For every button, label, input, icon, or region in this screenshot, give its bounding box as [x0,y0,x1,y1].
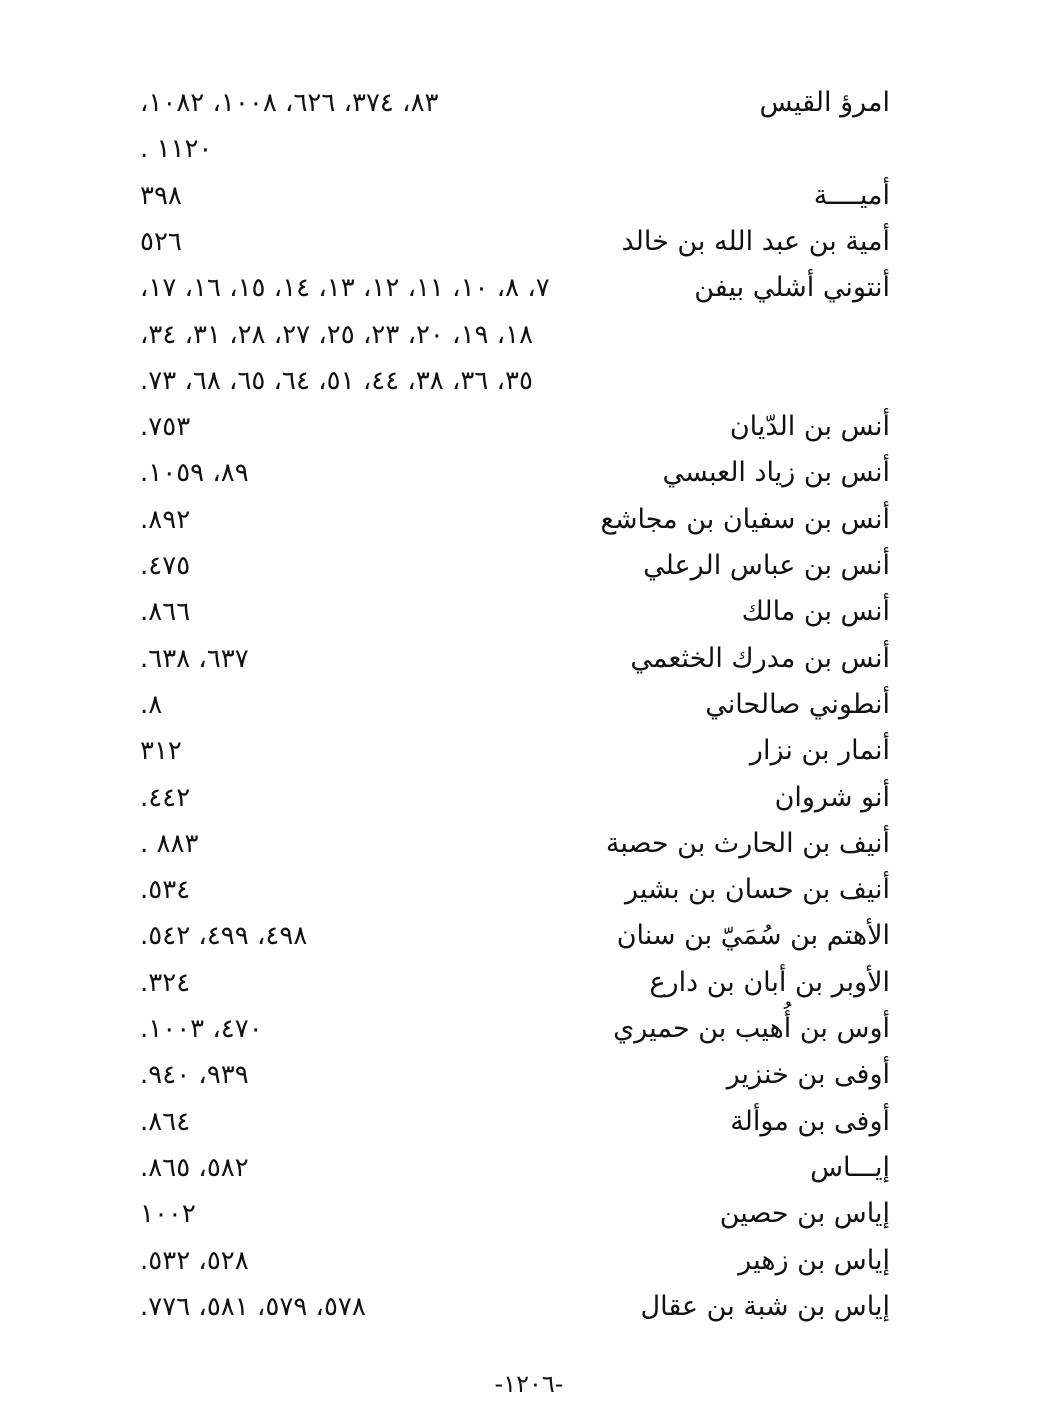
entry-pages: ٨٦٦. [140,597,191,628]
entry-name: إياس بن حصين [719,1198,890,1230]
index-entry [0,867,1058,913]
index-entry [0,821,1058,867]
index-entry [0,80,1058,126]
index-entry [0,1052,1058,1098]
index-entry [0,312,1058,358]
entry-name: إياس بن زهير [738,1244,890,1276]
index-entry [0,450,1058,496]
entry-pages: ٨٨٣ . [140,828,199,859]
entry-pages: ٨٣، ٣٧٤، ٦٢٦، ١٠٠٨، ١٠٨٢، [140,88,439,118]
index-entry [0,126,1058,172]
entry-pages: ٥٧٨، ٥٧٩، ٥٨١، ٧٧٦. [140,1291,366,1322]
index-entry [0,682,1058,728]
entry-pages: ٥٢٦ [140,226,182,257]
entry-name: أنس بن مدرك الخثعمي [630,642,890,674]
index-entry [0,358,1058,404]
index-entry [0,1191,1058,1237]
index-entry [0,1145,1058,1191]
index-entry [0,1006,1058,1052]
index-entry [0,913,1058,959]
entry-name: أوفى بن خنزير [726,1059,890,1091]
index-entry [0,960,1058,1006]
entry-name: إياس بن شبة بن عقال [640,1290,890,1322]
entry-name: أنمار بن نزار [749,735,890,767]
entry-pages: ٣٥، ٣٦، ٣٨، ٤٤، ٥١، ٦٤، ٦٥، ٦٨، ٧٣. [140,365,533,396]
entry-name: أنيف بن حسان بن بشير [624,874,890,906]
entry-name: أنس بن مالك [741,596,890,628]
entry-pages: ٣١٢ [140,736,182,767]
entry-pages: ٨٩، ١٠٥٩. [140,458,249,489]
entry-pages: ٦٣٧، ٦٣٨. [140,643,249,674]
entry-pages: ٨٦٤. [140,1106,191,1137]
index-entry [0,589,1058,635]
entry-pages: ١٠٠٢ [140,1199,196,1230]
entry-name: أنو شروان [774,781,890,813]
entry-pages: ٤٧٥. [140,551,191,581]
entry-name: أوفى بن موألة [730,1105,890,1137]
index-entry [0,173,1058,219]
entry-pages: ١١٢٠ . [140,134,213,165]
entry-pages: ٩٣٩، ٩٤٠. [140,1060,249,1091]
entry-pages: ٥٨٢، ٨٦٥. [140,1152,249,1183]
index-entry [0,265,1058,311]
entry-pages: ٨. [140,689,163,720]
entry-pages: ١٨، ١٩، ٢٠، ٢٣، ٢٥، ٢٧، ٢٨، ٣١، ٣٤، [140,319,534,350]
entry-pages: ٥٢٨، ٥٣٢. [140,1245,249,1276]
entry-name: أمية بن عبد الله بن خالد [621,225,890,257]
index-entry [0,1238,1058,1284]
entry-name: امرؤ القيس [759,87,890,118]
entry-name: الأوبر بن أبان بن دارع [649,966,890,998]
entry-pages: ٣٢٤. [140,967,191,998]
entry-pages: ٨٩٢. [140,504,191,535]
entry-name: إيـــاس [810,1151,890,1183]
page-number: -١٢٠٦- [494,1370,564,1398]
entry-pages: ٤٩٨، ٤٩٩، ٥٤٢. [140,921,308,952]
index-entry [0,497,1058,543]
entry-name: أنيف بن الحارث بن حصبة [605,827,890,859]
entry-name: أنس بن عباس الرعلي [643,550,890,581]
entry-pages: ٤٧٠، ١٠٠٣. [140,1014,263,1044]
entry-name: أنطوني صالحاني [705,688,890,720]
index-entry [0,1284,1058,1330]
entry-name: أنس بن سفيان بن مجاشع [600,503,890,535]
entry-pages: ٧٥٣. [140,412,191,443]
entry-name: الأهتم بن سُمَيّ بن سنان [616,920,890,952]
entry-name: أوس بن أُهيب بن حميري [613,1013,890,1044]
index-entry [0,1099,1058,1145]
entry-pages: ٤٤٢. [140,782,191,813]
entry-name: أنس بن الدّيان [729,411,890,443]
index-entry [0,219,1058,265]
index-entry [0,404,1058,450]
index-entry [0,543,1058,589]
entry-pages: ٥٣٤. [140,875,191,906]
index-entry [0,636,1058,682]
entry-name: أنس بن زياد العبسي [662,457,890,489]
index-entry [0,728,1058,774]
index-entry [0,775,1058,821]
entry-name: أميــــة [813,179,890,211]
entry-name: أنتوني أشلي بيفن [694,272,890,304]
entry-pages: ٧، ٨، ١٠، ١١، ١٢، ١٣، ١٤، ١٥، ١٦، ١٧، [140,273,550,304]
entry-pages: ٣٩٨ [140,180,182,211]
